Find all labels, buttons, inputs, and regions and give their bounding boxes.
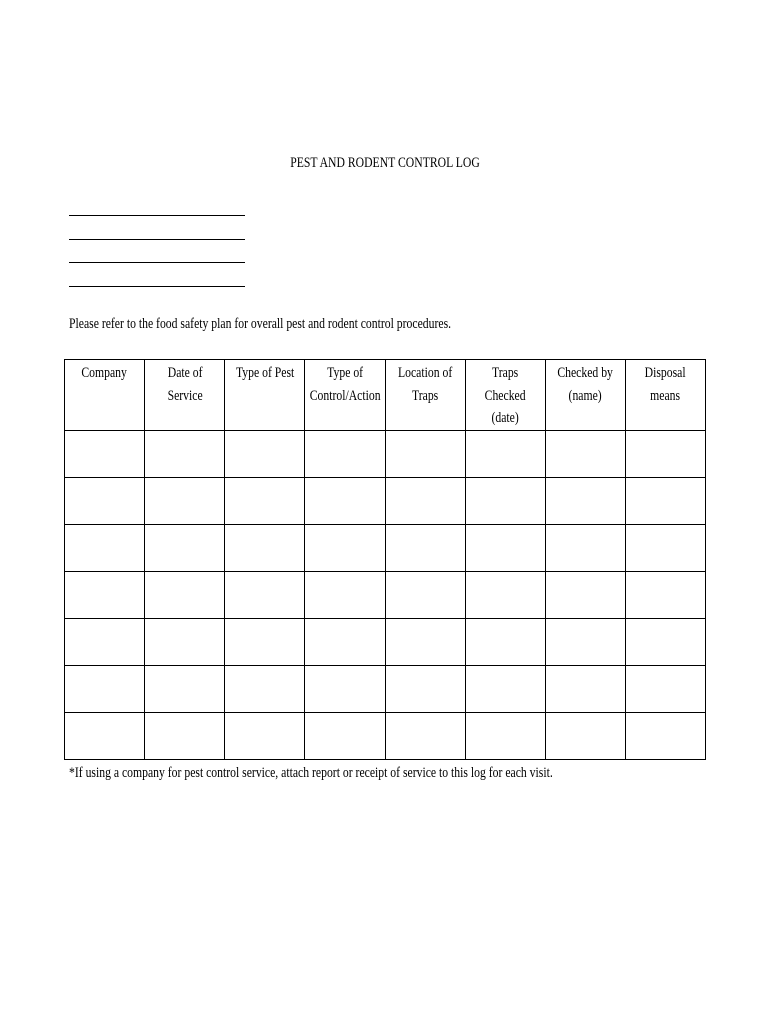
document-title: PEST AND RODENT CONTROL LOG (290, 155, 480, 171)
table-cell[interactable] (546, 666, 626, 713)
table-cell[interactable] (65, 478, 145, 525)
column-header-label: Location of Traps (397, 365, 453, 404)
table-cell[interactable] (145, 478, 225, 525)
table-row (65, 666, 706, 713)
table-cell[interactable] (386, 478, 466, 525)
footnote-text: *If using a company for pest control service, attach report or receipt of service to this log for each visit. (69, 765, 553, 781)
table-cell[interactable] (305, 572, 385, 619)
table-row (65, 525, 706, 572)
instructions-text: Please refer to the food safety plan for overall pest and rodent control procedures. (69, 316, 452, 332)
table-cell[interactable] (466, 572, 546, 619)
table-header-row (65, 360, 706, 431)
table-cell[interactable] (145, 572, 225, 619)
table-cell[interactable] (466, 525, 546, 572)
table-cell[interactable] (626, 619, 706, 666)
table-row (65, 713, 706, 760)
table-cell[interactable] (305, 525, 385, 572)
table-cell[interactable] (386, 525, 466, 572)
table-cell[interactable] (145, 666, 225, 713)
table-cell[interactable] (225, 619, 305, 666)
table-cell[interactable] (225, 525, 305, 572)
table-cell[interactable] (626, 525, 706, 572)
column-header-label: Checked by (name) (557, 365, 614, 404)
column-header-label: Type of Control/Action (309, 365, 381, 404)
table-cell[interactable] (305, 666, 385, 713)
table-cell[interactable] (305, 619, 385, 666)
table-cell[interactable] (305, 478, 385, 525)
table-cell[interactable] (546, 478, 626, 525)
table-row (65, 478, 706, 525)
table-cell[interactable] (65, 525, 145, 572)
table-cell[interactable] (225, 572, 305, 619)
table-cell[interactable] (305, 713, 385, 760)
table-cell[interactable] (546, 431, 626, 478)
table-cell[interactable] (65, 572, 145, 619)
column-header-disposal-means (626, 360, 706, 431)
table-cell[interactable] (386, 431, 466, 478)
column-header-label: Type of Pest (235, 365, 294, 381)
table-cell[interactable] (626, 431, 706, 478)
table-cell[interactable] (626, 478, 706, 525)
table-cell[interactable] (145, 713, 225, 760)
table-cell[interactable] (386, 713, 466, 760)
table-row (65, 572, 706, 619)
table-cell[interactable] (466, 666, 546, 713)
table-cell[interactable] (145, 619, 225, 666)
table-cell[interactable] (386, 666, 466, 713)
table-cell[interactable] (546, 713, 626, 760)
blank-line-field[interactable] (69, 246, 245, 263)
table-row (65, 431, 706, 478)
table-cell[interactable] (225, 478, 305, 525)
table-cell[interactable] (65, 431, 145, 478)
table-cell[interactable] (466, 431, 546, 478)
pest-control-log-table (64, 359, 706, 760)
table-cell[interactable] (65, 666, 145, 713)
table-cell[interactable] (145, 525, 225, 572)
table-cell[interactable] (386, 572, 466, 619)
table-cell[interactable] (626, 666, 706, 713)
column-header-label: Company (81, 365, 128, 381)
table-cell[interactable] (546, 525, 626, 572)
table-cell[interactable] (225, 431, 305, 478)
column-header-label: Traps Checked (date) (484, 365, 526, 426)
column-header-label: Date of Service (167, 365, 203, 404)
blank-line-field[interactable] (69, 199, 245, 216)
table-cell[interactable] (466, 619, 546, 666)
table-cell[interactable] (305, 431, 385, 478)
table-row (65, 619, 706, 666)
blank-line-field[interactable] (69, 223, 245, 240)
table-cell[interactable] (546, 619, 626, 666)
table-cell[interactable] (626, 572, 706, 619)
table-cell[interactable] (466, 478, 546, 525)
column-header-label: Disposal means (644, 365, 686, 404)
table-cell[interactable] (626, 713, 706, 760)
table-cell[interactable] (65, 619, 145, 666)
table-cell[interactable] (546, 572, 626, 619)
blank-line-field[interactable] (69, 270, 245, 287)
table-cell[interactable] (225, 666, 305, 713)
table-cell[interactable] (225, 713, 305, 760)
table-cell[interactable] (466, 713, 546, 760)
table-cell[interactable] (65, 713, 145, 760)
table-cell[interactable] (145, 431, 225, 478)
table-cell[interactable] (386, 619, 466, 666)
